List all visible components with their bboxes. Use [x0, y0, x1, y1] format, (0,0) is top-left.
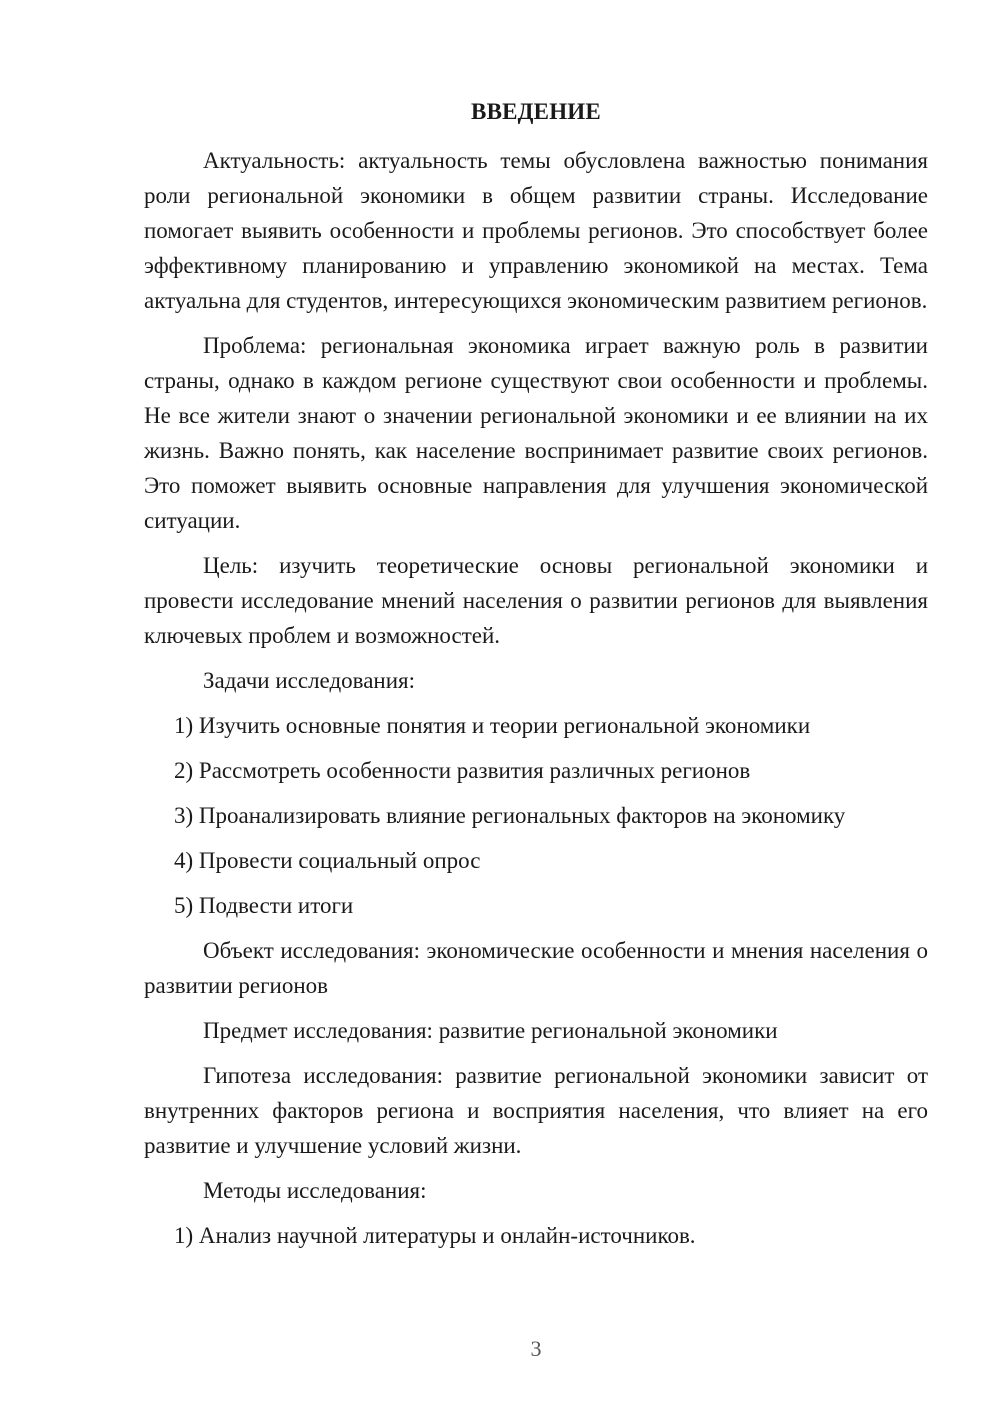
methods-heading: Методы исследования: — [203, 1178, 427, 1203]
body-text — [144, 143, 928, 1253]
section-title: ВВЕДЕНИЕ — [471, 99, 601, 124]
problem-paragraph: Проблема: региональная экономика играет важную роль в развитии страны, однако в каждом регионе существуют свои особенности и проблемы. Не все жители знают о значении региональной экономики и ее влиянии на их жизнь. Важно понять, как население воспринимает развитие своих регионов. Это поможет выявить основные направления для улучшения экономической ситуации. — [144, 333, 928, 533]
object-paragraph: Объект исследования: экономические особенности и мнения населения о развитии регионов — [144, 938, 928, 998]
task-item: 3) Проанализировать влияние региональных факторов на экономику — [174, 803, 846, 828]
goal-paragraph: Цель: изучить теоретические основы региональной экономики и провести исследование мнений населения о развитии регионов для выявления ключевых проблем и возможностей. — [144, 553, 928, 648]
tasks-heading: Задачи исследования: — [203, 668, 416, 693]
task-item: 1) Изучить основные понятия и теории региональной экономики — [174, 713, 811, 738]
task-item: 2) Рассмотреть особенности развития различных регионов — [174, 758, 751, 783]
method-item: 1) Анализ научной литературы и онлайн-источников. — [174, 1223, 696, 1248]
task-item: 5) Подвести итоги — [174, 893, 354, 918]
relevance-paragraph: Актуальность: актуальность темы обусловлена важностью понимания роли региональной экономики в общем развитии страны. Исследование помогает выявить особенности и проблемы регионов. Это способствует более эффективному планированию и управлению экономикой на местах. Тема актуальна для студентов, интересующихся экономическим развитием регионов. — [144, 148, 928, 313]
page-number: 3 — [530, 1336, 542, 1361]
subject-paragraph: Предмет исследования: развитие региональной экономики — [203, 1018, 778, 1043]
hypothesis-paragraph: Гипотеза исследования: развитие региональной экономики зависит от внутренних факторов региона и восприятия населения, что влияет на его развитие и улучшение условий жизни. — [144, 1063, 928, 1158]
task-item: 4) Провести социальный опрос — [174, 848, 481, 873]
